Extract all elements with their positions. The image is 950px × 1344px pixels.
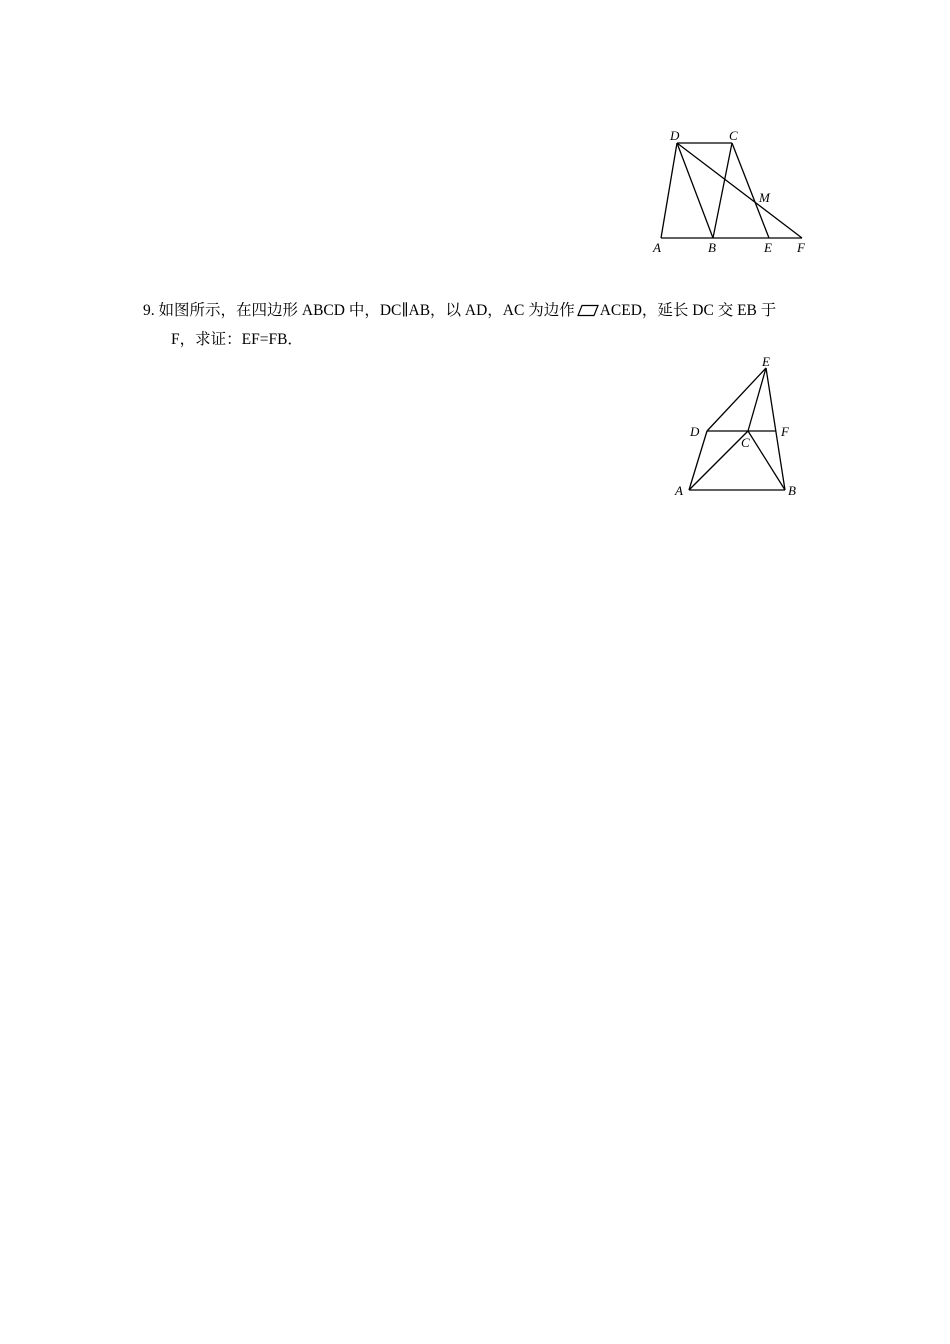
- label-C: C: [741, 435, 750, 450]
- label-B: B: [788, 483, 796, 498]
- parallelogram-icon: [577, 299, 599, 326]
- geometry-figure-parallelogram: [668, 352, 808, 502]
- problem-9-line-1: [143, 297, 813, 326]
- segment-CB: [713, 143, 732, 238]
- problem-9: [143, 297, 813, 353]
- segment-CB: [748, 431, 785, 490]
- figure-8-svg: [648, 125, 818, 260]
- label-B: B: [708, 240, 716, 255]
- problem-text-part-2: ACED，延长 DC 交 EB 于: [599, 302, 777, 319]
- label-A: A: [675, 483, 683, 498]
- label-F: F: [797, 240, 805, 255]
- label-D: D: [670, 128, 680, 143]
- label-M: M: [759, 190, 770, 205]
- label-F: F: [781, 424, 789, 439]
- label-C: C: [729, 128, 738, 143]
- problem-number-dot: .: [150, 302, 159, 319]
- label-A: A: [653, 240, 661, 255]
- figure-9-svg: [668, 352, 808, 502]
- label-E: E: [762, 354, 770, 369]
- label-E: E: [764, 240, 772, 255]
- problem-9-line-2: F，求证：EF=FB．: [171, 331, 303, 348]
- segment-AD: [661, 143, 677, 238]
- problem-text-part-1: 如图所示，在四边形 ABCD 中，DC∥AB，以 AD，AC 为边作: [158, 302, 575, 319]
- problem-number: 9: [143, 302, 151, 319]
- segment-DF: [677, 143, 802, 238]
- geometry-figure-trapezoid: [648, 125, 818, 260]
- label-D: D: [690, 424, 700, 439]
